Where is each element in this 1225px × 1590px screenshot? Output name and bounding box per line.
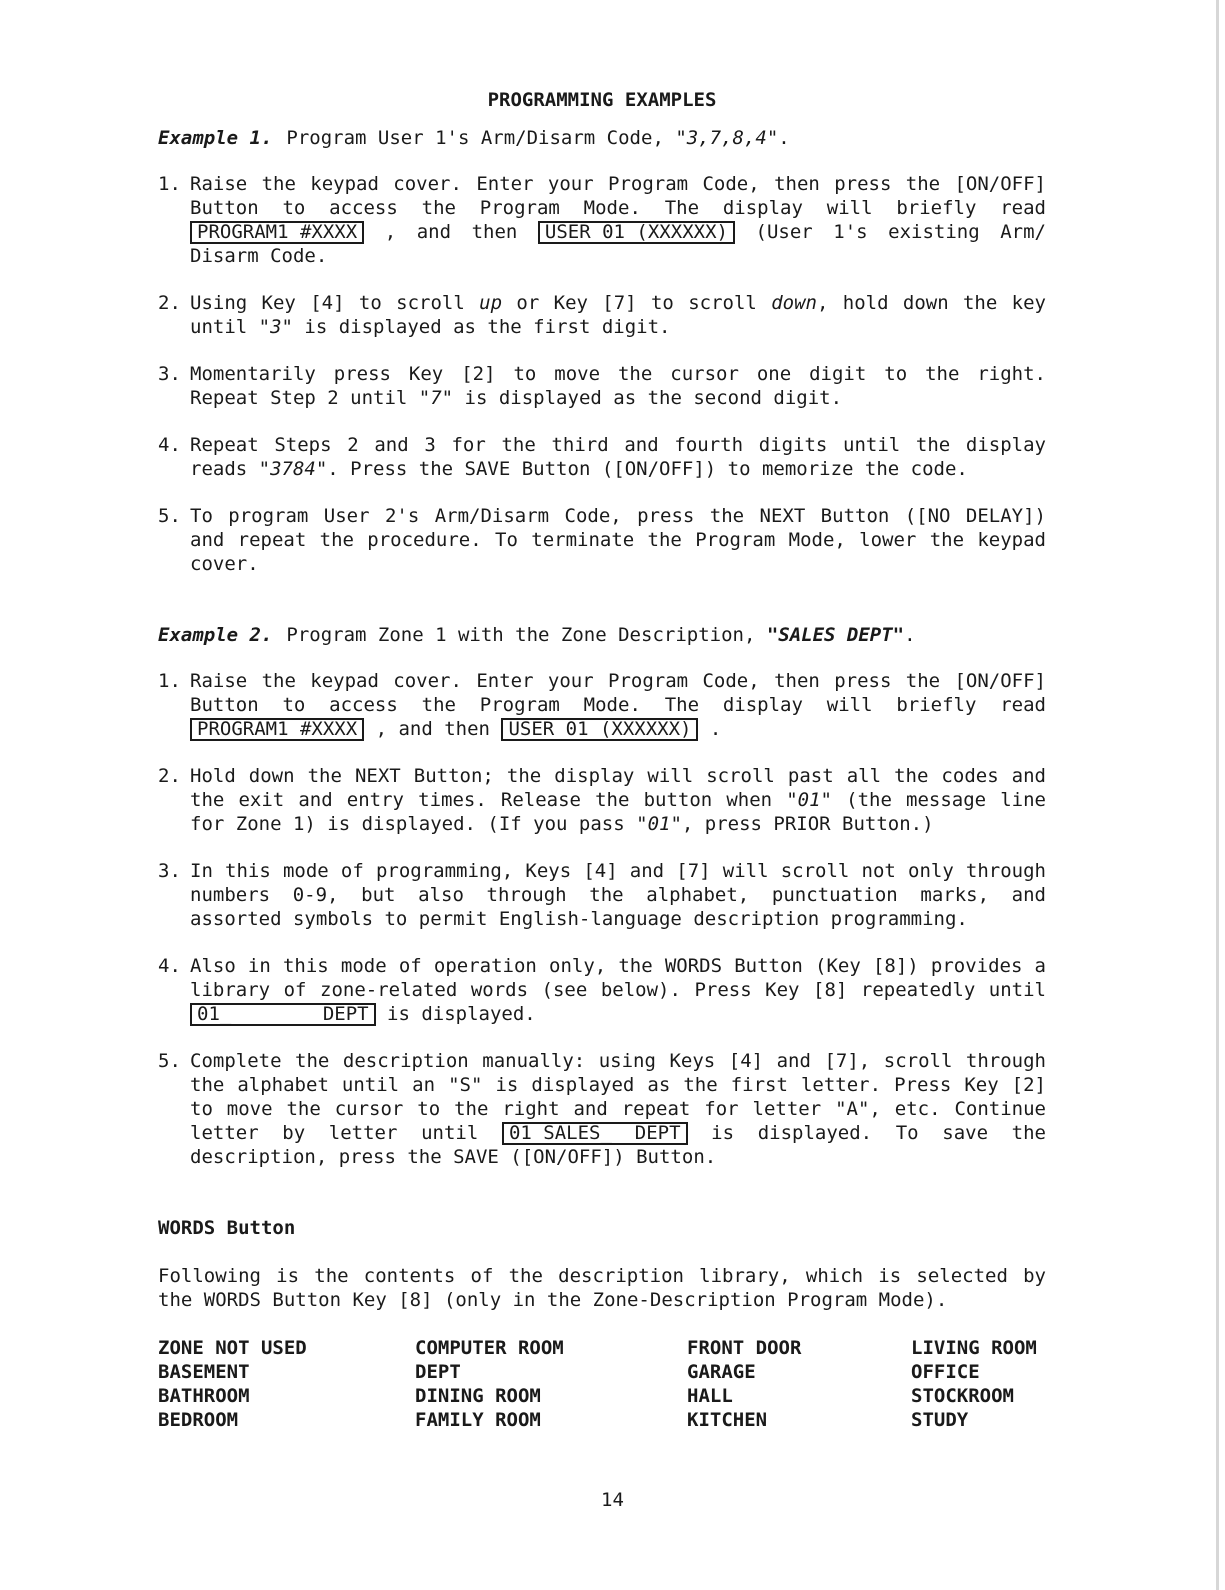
step-text: or Key [7] to scroll xyxy=(502,292,772,314)
section-spacer xyxy=(158,1192,1046,1216)
library-word: BEDROOM xyxy=(158,1409,239,1431)
step-text: Also in this mode of operation only, the WORDS Button (Key [8]) provides a library of zone-related words (see below). Press Key [8] repeatedly until xyxy=(190,955,1046,1001)
example-1-step-5 xyxy=(158,504,1046,576)
emphasis: "7" xyxy=(418,387,454,409)
example-2-steps xyxy=(158,669,1046,1169)
example-2-step-3 xyxy=(158,859,1046,931)
page-number: 14 xyxy=(601,1489,624,1511)
example-1-steps xyxy=(158,172,1046,576)
example-2-text: Program Zone 1 with the Zone Description, xyxy=(286,624,767,646)
library-word: FRONT DOOR xyxy=(687,1337,802,1359)
step-text: To program User 2's Arm/Disarm Code, press the NEXT Button ([NO DELAY]) and repeat the procedure. To terminate the Program Mode, lower the keypad cover. xyxy=(190,505,1046,575)
step-number: 1. xyxy=(158,670,181,692)
example-1-text: Program User 1's Arm/Disarm Code, xyxy=(286,127,676,149)
example-1-label: Example 1. xyxy=(158,127,273,149)
example-1-heading xyxy=(158,126,1046,150)
words-library-grid xyxy=(158,1336,1046,1432)
library-word: COMPUTER ROOM xyxy=(415,1337,564,1359)
library-word: GARAGE xyxy=(687,1361,756,1383)
words-section-heading: WORDS Button xyxy=(158,1217,296,1239)
emphasis: "01" xyxy=(636,813,682,835)
example-2-step-4 xyxy=(158,954,1046,1026)
words-section-intro: Following is the contents of the description library, which is selected by the WORDS Button Key [8] (only in the Zone-Description Program Mode). xyxy=(158,1265,1046,1311)
example-1-quoted-code: "3,7,8,4" xyxy=(675,127,779,149)
step-text: Hold down the NEXT Button; the display will scroll past all the codes and the exit and entry times. Release the button when xyxy=(190,765,1046,811)
emphasis: down xyxy=(771,292,817,314)
example-1-step-1 xyxy=(158,172,1046,268)
step-number: 4. xyxy=(158,955,181,977)
library-word: DINING ROOM xyxy=(415,1385,541,1407)
example-2-label: Example 2. xyxy=(158,624,273,646)
example-1-step-3 xyxy=(158,362,1046,410)
example-1-end: . xyxy=(778,127,790,149)
step-text: (User 1's existing Arm/ Disarm Code. xyxy=(190,221,1046,267)
step-number: 2. xyxy=(158,765,181,787)
step-number: 2. xyxy=(158,292,181,314)
example-1-step-2 xyxy=(158,291,1046,339)
step-text: , and then xyxy=(364,718,502,740)
library-word: ZONE NOT USED xyxy=(158,1337,307,1359)
step-text: is displayed. xyxy=(375,1003,536,1025)
example-2-step-5 xyxy=(158,1049,1046,1169)
example-1-step-4 xyxy=(158,433,1046,481)
example-2-step-1 xyxy=(158,669,1046,741)
step-text: Momentarily press Key [2] to move the cursor one digit to the right. Repeat Step 2 until xyxy=(190,363,1046,409)
step-text: (the message line for Zone 1) is displayed. (If you pass xyxy=(190,789,1046,835)
library-word: STOCKROOM xyxy=(911,1385,1014,1407)
display-box-user: USER 01 (XXXXXX) xyxy=(501,718,698,741)
step-text: is displayed. To save the description, press the SAVE ([ON/OFF]) Button. xyxy=(190,1122,1046,1168)
library-word: DEPT xyxy=(415,1361,461,1383)
step-text: is displayed as the second digit. xyxy=(453,387,843,409)
page-edge-shadow xyxy=(1216,0,1219,1590)
section-spacer xyxy=(158,599,1046,623)
step-number: 1. xyxy=(158,173,181,195)
library-word: BATHROOM xyxy=(158,1385,250,1407)
step-text: is displayed as the first digit. xyxy=(292,316,671,338)
display-box-user: USER 01 (XXXXXX) xyxy=(538,221,735,244)
page-title: PROGRAMMING EXAMPLES xyxy=(487,89,717,111)
emphasis: "3784" xyxy=(258,458,328,480)
emphasis: up xyxy=(479,292,503,314)
step-text: In this mode of programming, Keys [4] and [7] will scroll not only through numbers 0-9, but also through the alphabet, punctuation marks, and assorted symbols to permit English-language description programming. xyxy=(190,860,1046,930)
library-word: STUDY xyxy=(911,1409,969,1431)
step-text: Repeat Steps 2 and 3 for the third and fourth digits until the display reads xyxy=(190,434,1046,480)
step-text: Raise the keypad cover. Enter your Program Code, then press the [ON/OFF] Button to access the Program Mode. The display will briefly read xyxy=(190,670,1046,716)
library-word: FAMILY ROOM xyxy=(415,1409,541,1431)
display-box-sales-dept: 01 SALES_ DEPT xyxy=(502,1122,688,1145)
step-number: 5. xyxy=(158,1050,181,1072)
library-word: BASEMENT xyxy=(158,1361,250,1383)
step-text: , press PRIOR Button.) xyxy=(681,813,934,835)
document-page xyxy=(158,88,1046,1432)
library-word: LIVING ROOM xyxy=(911,1337,1037,1359)
step-text: Complete the description manually: using Keys [4] and [7], scroll through the alphabet until an "S" is displayed as the first letter. Press Key [2] to move the cursor to the right and repeat for letter "A", etc. Continue letter by letter until xyxy=(190,1050,1046,1144)
step-text: . Press the SAVE Button ([ON/OFF]) to memorize the code. xyxy=(327,458,968,480)
emphasis: "01" xyxy=(786,789,832,811)
step-text: , hold down the key until xyxy=(190,292,1046,338)
library-word: OFFICE xyxy=(911,1361,980,1383)
display-box-dept: 01_ DEPT xyxy=(190,1003,376,1026)
step-text: Using Key [4] to scroll xyxy=(190,292,480,314)
emphasis: "3" xyxy=(258,316,293,338)
step-number: 5. xyxy=(158,505,181,527)
library-word: HALL xyxy=(687,1385,733,1407)
display-box-program: PROGRAM1 #XXXX xyxy=(190,221,364,244)
step-number: 3. xyxy=(158,363,181,385)
step-text: Raise the keypad cover. Enter your Program Code, then press the [ON/OFF] Button to access the Program Mode. The display will briefly read xyxy=(190,173,1046,219)
example-2-heading xyxy=(158,623,1046,647)
display-box-program: PROGRAM1 #XXXX xyxy=(190,718,364,741)
example-2-end: . xyxy=(904,624,916,646)
step-text: , and then xyxy=(364,221,538,243)
example-2-step-2 xyxy=(158,764,1046,836)
example-2-quoted-description: "SALES DEPT" xyxy=(766,624,905,646)
step-text: . xyxy=(698,718,722,740)
library-word: KITCHEN xyxy=(687,1409,768,1431)
step-number: 3. xyxy=(158,860,181,882)
step-number: 4. xyxy=(158,434,181,456)
